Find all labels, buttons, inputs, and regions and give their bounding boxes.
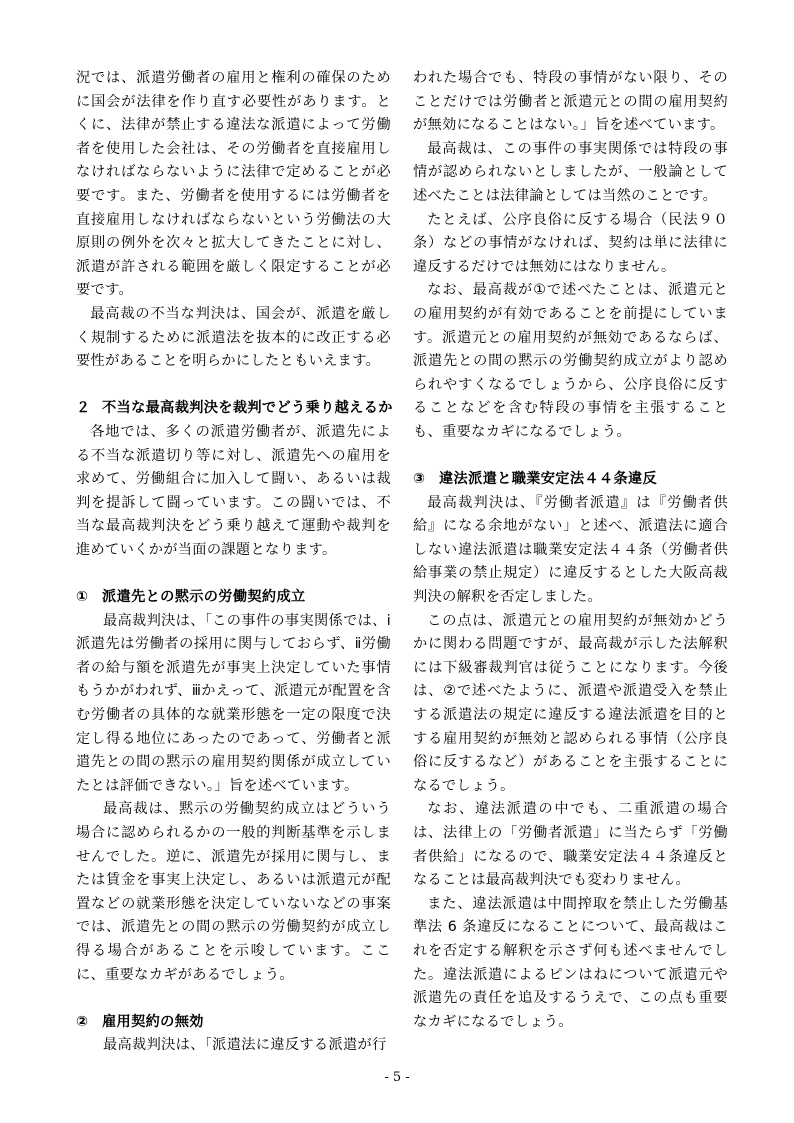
page-number: - 5 - [384,1070,410,1085]
paragraph: たとえば、公序良俗に反する場合（民法９０条）などの事情がなければ、契約は単に法律に違反するだけでは無効にはなりません。 [413,211,728,275]
paragraph: 最高裁は、この事件の事実関係では特段の事情が認められないとしましたが、一般論として述べたことは法律論としては当然のことです。 [413,140,728,204]
spacer [76,987,391,1011]
paragraph: 最高裁は、黙示の労働契約成立はどういう場合に認められるかの一般的判断基準を示しませんでした。逆に、派遣先が採用に関与し、または賃金を事実上決定し、あるいは派遣元が配置などの就業形態を決定していないなどの事案では、派遣先との間の黙示の労働契約が成立し得る場合があることを示唆しています。ここに、重要なカギがあるでしょう。 [76,801,391,983]
paragraph: 最高裁判決は、「派遣法に違反する派遣が行 [102,1037,387,1054]
subsection-heading-2 [76,1011,391,1035]
paragraph: 各地では、多くの派遣労働者が、派遣先による不当な派遣切り等に対し、派遣先への雇用を求めて、労働組合に加入して闘い、あるいは裁判を提訴して闘っています。この闘いでは、不当な最高裁判決をどう乗り越えて運動や裁判を進めていくかが当面の課題となります。 [76,423,391,558]
section-number: ２ [76,400,91,417]
paragraph: この点は、派遣元との雇用契約が無効かどうかに関わる問題ですが、最高裁が示した法解釈には下級審裁判官は従うことになります。今後は、②で述べたように、派遣や派遣受入を禁止する派遣法の規定に違反する違法派遣を目的とする雇用契約が無効と認められる事情（公序良俗に反するなど）があることを主張することになるでしょう。 [413,612,728,794]
subsection-number: ③ [413,471,426,488]
paragraph: また、違法派遣は中間搾取を禁止した労働基準法 6 条違反になることについて、最高裁はこれを否定する解釈を示さず何も述べませんでした。違法派遣によるピンはねについて派遣元や派遣先の責任を追及するうえで、この点も重要なカギになるでしょう。 [413,895,728,1030]
section-title: 不当な最高裁判決を裁判でどう乗り越えるか [102,400,393,417]
paragraph: われた場合でも、特段の事情がない限り、そのことだけでは労働者と派遣元との間の雇用契約が無効になることはない。」旨を述べています。 [413,70,728,134]
right-column [413,67,728,1034]
subsection-title: 派遣先との黙示の労働契約成立 [102,589,306,606]
subsection-number: ② [76,1013,89,1030]
section-heading-2 [76,397,391,421]
spacer [76,562,391,586]
subsection-title: 違法派遣と職業安定法４４条違反 [439,471,658,488]
spacer [76,374,391,398]
paragraph: 最高裁の不当な判決は、国会が、派遣を厳しく規制するために派遣法を抜本的に改正する必要性があることを明らかにしたともいえます。 [76,305,391,370]
paragraph: 況では、派遣労働者の雇用と権利の確保のために国会が法律を作り直す必要性があります。とくに、法律が禁止する違法な派遣によって労働者を使用した会社は、その労働者を直接雇用しなければならないように法律で定めることが必要です。また、労働者を使用するには労働者を直接雇用しなければならないという労働法の大原則の例外を次々と拡大してきたことに対し、派遣が許される範囲を厳しく限定することが必要です。 [76,70,391,299]
subsection-title: 雇用契約の無効 [102,1013,204,1030]
subsection-number: ① [76,589,89,606]
paragraph: 最高裁判決は、「この事件の事実関係では、ⅰ派遣先は労働者の採用に関与しておらず、ⅱ労働者の給与額を派遣先が事実上決定していた事情もうかがわれず、ⅲかえって、派遣元が配置を含む労働者の具体的な就業形態を一定の限度で決定し得る地位にあったのであって、労働者と派遣先との間の黙示の雇用契約関係が成立していたとは評価できない。」旨を述べています。 [76,612,391,794]
paragraph: なお、最高裁が①で述べたことは、派遣元との雇用契約が有効であることを前提にしています。派遣元との雇用契約が無効であるならば、派遣先との間の黙示の労働契約成立がより認められやすくなるでしょうから、公序良俗に反することなどを含む特段の事情を主張することも、重要なカギになるでしょう。 [413,282,728,440]
paragraph: 最高裁判決は、『労働者派遣』は『労働者供給』になる余地がない」と述べ、派遣法に適合しない違法派遣は職業安定法４４条（労働者供給事業の禁止規定）に違反するとした大阪高裁判決の解釈を否定しました。 [413,494,728,606]
subsection-heading-1 [76,586,391,610]
paragraph: なお、違法派遣の中でも、二重派遣の場合は、法律上の「労働者派遣」に当たらず「労働者供給」になるので、職業安定法４４条違反となることは最高裁判決でも変わりません。 [413,801,728,889]
subsection-heading-3 [413,468,728,492]
left-column [76,67,391,1058]
spacer [413,445,728,469]
